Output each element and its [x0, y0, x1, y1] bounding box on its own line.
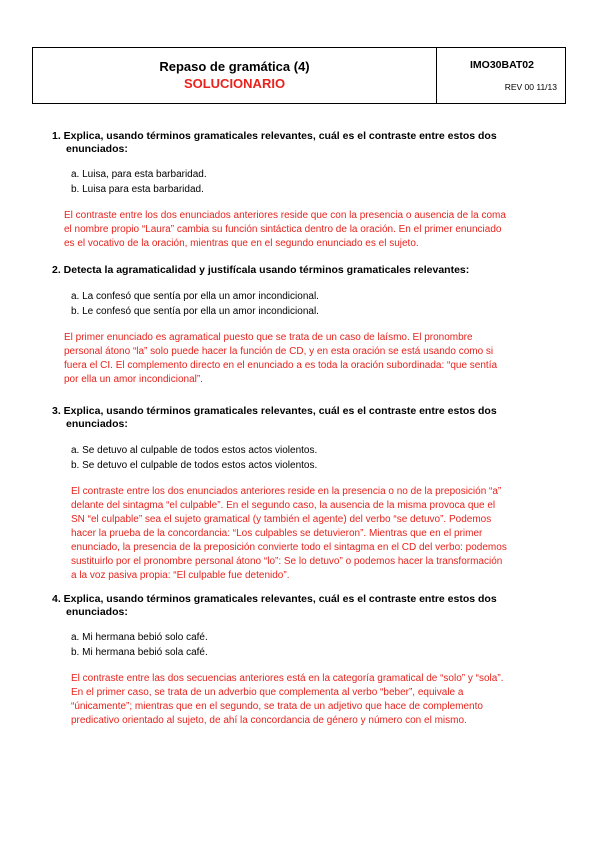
answer-line: “únicamente”; mientras que en el segundo, se trata de un adjetivo que hace de complemento	[71, 701, 483, 712]
question-2-option-a: a. La confesó que sentía por ella un amor incondicional.	[71, 291, 319, 302]
question-4-line1: 4. Explica, usando términos gramaticales relevantes, cuál es el contraste entre estos dos	[52, 593, 497, 605]
question-3-option-b: b. Se detuvo el culpable de todos estos actos violentos.	[71, 460, 318, 471]
question-1	[52, 130, 567, 156]
document-subtitle: SOLUCIONARIO	[183, 76, 286, 91]
question-4-line2: enunciados:	[66, 606, 128, 618]
question-1-line1: 1. Explica, usando términos gramaticales relevantes, cuál es el contraste entre estos dos	[52, 130, 497, 142]
question-3-line2: enunciados:	[66, 418, 128, 430]
question-2-option-b: b. Le confesó que sentía por ella un amor incondicional.	[71, 306, 319, 317]
revision-label: REV 00 11/13	[504, 82, 557, 92]
answer-line: El contraste entre los dos enunciados anteriores reside en la presencia o no de la preposición “a”	[71, 486, 502, 497]
header-divider	[436, 48, 437, 103]
answer-line: El primer enunciado es agramatical puesto que se trata de un caso de laísmo. El pronombre	[64, 332, 473, 343]
answer-line: El contraste entre las dos secuencias anteriores está en la categoría gramatical de “solo” y “sola”.	[71, 673, 504, 684]
question-3-option-a: a. Se detuvo al culpable de todos estos actos violentos.	[71, 445, 318, 456]
document-title: Repaso de gramática (4)	[159, 59, 310, 74]
answer-line: enunciado, la presencia de la preposición convierte todo el sintagma en el CD del verbo: podemos	[71, 542, 507, 553]
question-1-line2: enunciados:	[66, 143, 128, 155]
question-4	[52, 593, 567, 619]
question-2	[52, 264, 567, 277]
question-1-option-a: a. Luisa, para esta barbaridad.	[71, 169, 207, 180]
answer-line: En el primer caso, se trata de un adverbio que complementa al verbo “beber”, equivale a	[71, 687, 464, 698]
answer-line: es el vocativo de la oración, mientras que en el segundo enunciado es el sujeto.	[64, 238, 419, 249]
answer-line: por ella un amor incondicional”.	[64, 374, 203, 385]
question-3	[52, 405, 567, 431]
question-2-answer	[64, 331, 564, 387]
answer-line: fuera el CI. El complemento directo en el enunciado a es toda la oración subordinada: “que sentía	[64, 360, 498, 371]
answer-line: a la voz pasiva propia: “El culpable fue detenido”.	[71, 570, 290, 581]
answer-line: predicativo orientado al sujeto, de ahí la concordancia de género y número con el mismo.	[71, 715, 467, 726]
question-4-option-b: b. Mi hermana bebió sola café.	[71, 647, 208, 658]
question-3-answer	[71, 485, 566, 583]
document-code: IMO30BAT02	[470, 59, 534, 71]
document-header	[32, 47, 566, 104]
question-4-answer	[71, 672, 566, 728]
question-3-line1: 3. Explica, usando términos gramaticales relevantes, cuál es el contraste entre estos dos	[52, 405, 497, 417]
answer-line: hacer la prueba de la concordancia: “Los culpables se detuvieron”. Mientras que en el primer	[71, 528, 483, 539]
question-2-line1: 2. Detecta la agramaticalidad y justifícala usando términos gramaticales relevantes:	[52, 264, 470, 276]
answer-line: personal átono “la” solo puede hacer la función de CD, y en esta oración se está usando como si	[64, 346, 494, 357]
answer-line: el nombre propio “Laura” cambia su función sintáctica dentro de la oración. En el primer enunciado	[64, 224, 502, 235]
question-1-option-b: b. Luisa para esta barbaridad.	[71, 184, 204, 195]
answer-line: delante del sintagma “el culpable”. En el segundo caso, la ausencia de la misma provoca que el	[71, 500, 496, 511]
answer-line: sustituirlo por el pronombre personal átono “lo”: Se lo detuvo” o podemos hacer la transformación	[71, 556, 503, 567]
question-4-option-a: a. Mi hermana bebió solo café.	[71, 632, 208, 643]
question-1-answer	[64, 209, 564, 251]
answer-line: El contraste entre los dos enunciados anteriores reside que con la presencia o ausencia de la coma	[64, 210, 506, 221]
answer-line: SN “el culpable” sea el sujeto gramatical (y también el agente) del verbo “se detuvo”. Podemos	[71, 514, 492, 525]
